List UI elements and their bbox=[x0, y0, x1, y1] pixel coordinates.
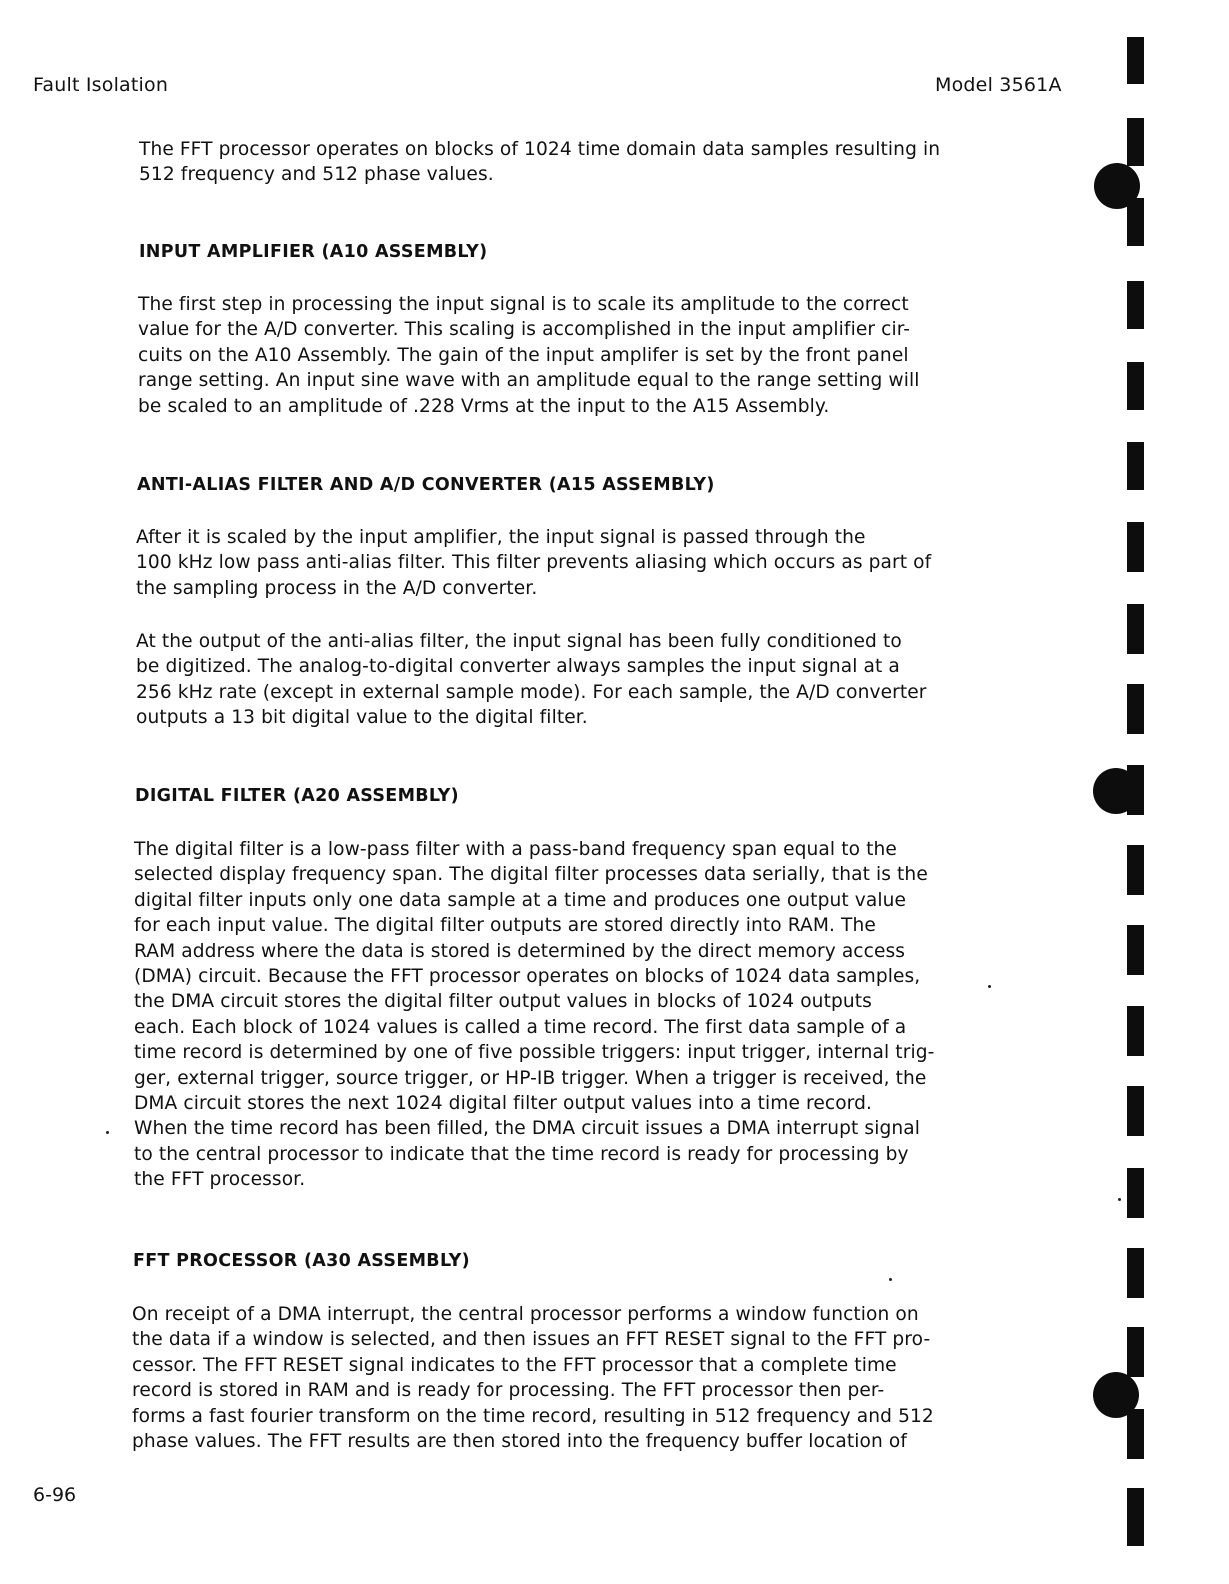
section-heading-fft-processor: FFT PROCESSOR (A30 ASSEMBLY) bbox=[133, 1251, 470, 1271]
page-number: 6-96 bbox=[33, 1484, 77, 1506]
binder-tab bbox=[1127, 1488, 1144, 1546]
binder-tab bbox=[1127, 1006, 1144, 1056]
scan-speck bbox=[988, 985, 991, 988]
section-heading-digital-filter: DIGITAL FILTER (A20 ASSEMBLY) bbox=[135, 786, 459, 806]
binder-tab bbox=[1127, 118, 1144, 166]
binder-tab bbox=[1127, 684, 1144, 734]
scan-speck bbox=[1118, 1198, 1121, 1201]
binder-tab bbox=[1127, 442, 1144, 490]
section-heading-anti-alias-filter: ANTI-ALIAS FILTER AND A/D CONVERTER (A15 ASSEMBLY) bbox=[137, 475, 715, 495]
binder-tab bbox=[1127, 845, 1144, 895]
paragraph-input-amplifier: The first step in processing the input signal is to scale its amplitude to the correct value for the A/D converter. This scaling is accomplished in the input amplifier cir- cuits on the A10 Assembly. The gain of the input amplifer is set by the front panel range setting. An input sine wave with an amplitude equal to the range setting will be scaled to an amplitude of .228 Vrms at the input to the A15 Assembly. bbox=[138, 294, 920, 417]
binder-tab bbox=[1127, 362, 1144, 410]
section-heading-input-amplifier: INPUT AMPLIFIER (A10 ASSEMBLY) bbox=[139, 242, 488, 262]
paragraph-anti-alias-filter-1: After it is scaled by the input amplifier, the input signal is passed through the 100 kHz low pass anti-alias filter. This filter prevents aliasing which occurs as part of the sampling process in the A/D converter. bbox=[136, 527, 932, 599]
binder-tab bbox=[1127, 37, 1144, 84]
binder-tab bbox=[1127, 281, 1144, 329]
binder-tab bbox=[1127, 198, 1144, 246]
binder-tab bbox=[1127, 1248, 1144, 1298]
binder-tab bbox=[1127, 765, 1144, 815]
scan-speck bbox=[106, 1131, 109, 1134]
binder-tab bbox=[1127, 604, 1144, 654]
binder-tab bbox=[1127, 1086, 1144, 1136]
paragraph-fft-processor: On receipt of a DMA interrupt, the central processor performs a window function on the data if a window is selected, and then issues an FFT RESET signal to the FFT pro- cessor. The FFT RESET signal indicates to the FFT processor that a complete time record is stored in RAM and is ready for processing. The FFT processor then per- forms a fast fourier transform on the time record, resulting in 512 frequency and 512 phase values. The FFT results are then stored into the frequency buffer location of bbox=[132, 1304, 934, 1453]
binder-tab bbox=[1127, 1168, 1144, 1218]
scan-speck bbox=[889, 1278, 892, 1281]
binder-tab bbox=[1127, 925, 1144, 975]
binder-tab bbox=[1127, 1327, 1144, 1377]
running-header-section: Fault Isolation bbox=[33, 74, 169, 96]
binder-tab bbox=[1127, 1409, 1144, 1459]
paragraph-anti-alias-filter-2: At the output of the anti-alias filter, the input signal has been fully conditioned to be digitized. The analog-to-digital converter always samples the input signal at a 256 kHz rate (except in external sample mode). For each sample, the A/D converter outputs a 13 bit digital value to the digital filter. bbox=[136, 631, 927, 729]
binder-tab bbox=[1127, 522, 1144, 572]
intro-paragraph: The FFT processor operates on blocks of 1024 time domain data samples resulting in 512 frequency and 512 phase values. bbox=[139, 139, 941, 186]
paragraph-digital-filter: The digital filter is a low-pass filter with a pass-band frequency span equal to the selected display frequency span. The digital filter processes data serially, that is the digital filter inputs only one data sample at a time and produces one output value for each input value. The digital filter outputs are stored directly into RAM. The RAM address where the data is stored is determined by the direct memory access (DMA) circuit. Because the FFT processor operates on blocks of 1024 data samples, the DMA circuit stores the digital filter output values in blocks of 1024 outputs each. Each block of 1024 values is called a time record. The first data sample of a time record is determined by one of five possible triggers: input trigger, internal trig- ger, external trigger, source trigger, or HP-IB trigger. When a trigger is received, the DMA circuit stores the next 1024 digital filter output values into a time record. When the time record has been filled, the DMA circuit issues a DMA interrupt signal to the central processor to indicate that the time record is ready for processing by the FFT processor. bbox=[134, 839, 935, 1191]
running-header-model: Model 3561A bbox=[935, 74, 1062, 96]
